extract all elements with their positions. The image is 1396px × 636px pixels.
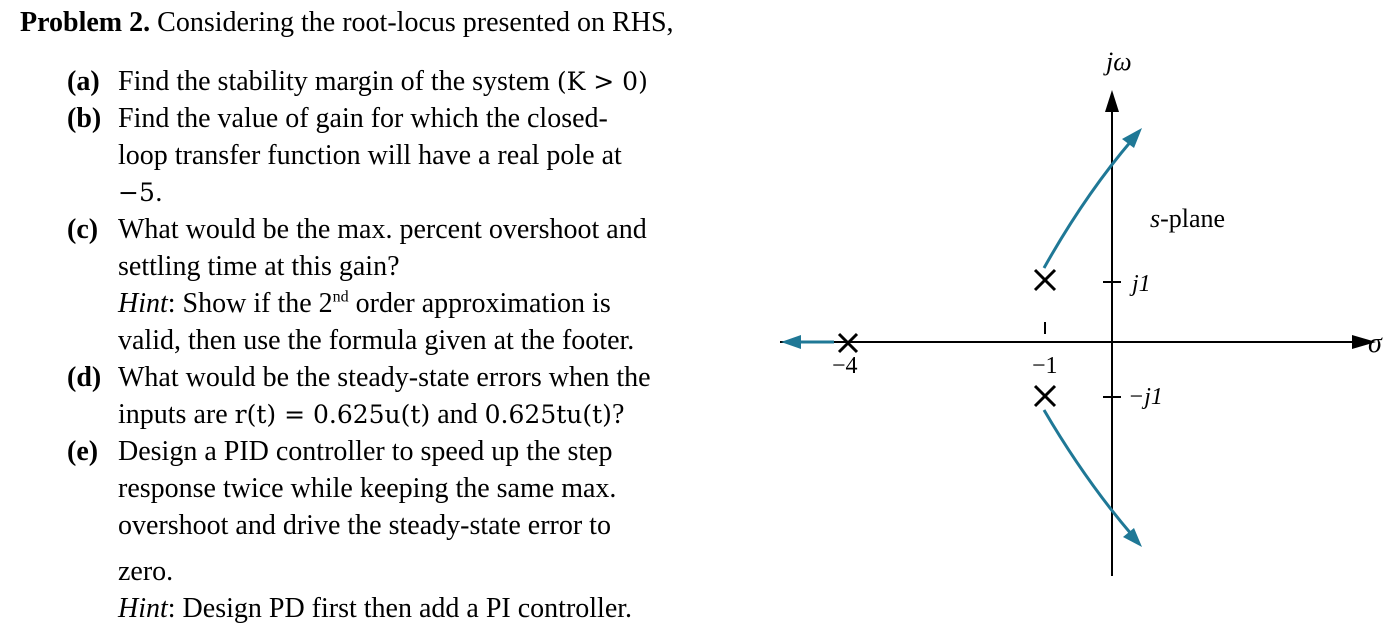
- label-neg1: −1: [1032, 353, 1058, 379]
- locus-upper-arrow-icon: [1122, 128, 1142, 148]
- question-c-hint-pre: : Show if the 2: [167, 288, 333, 319]
- pole-upper-icon: [1035, 270, 1055, 290]
- question-e-hint-text: : Design PD first then add a PI controller.: [167, 593, 633, 624]
- question-b-tag: (b): [67, 103, 102, 134]
- imag-axis-label: jω: [1106, 47, 1132, 76]
- question-c-hint-label: Hint: [118, 288, 168, 319]
- label-neg4: −4: [832, 353, 858, 379]
- problem-label: Problem 2.: [20, 7, 151, 38]
- question-c-tag: (c): [67, 214, 99, 245]
- question-e-tag: (e): [67, 436, 99, 467]
- s-plane-suffix: -plane: [1160, 204, 1226, 233]
- question-e-line1: Design a PID controller to speed up the step: [118, 436, 613, 467]
- question-c-line1: What would be the max. percent overshoot and: [118, 214, 647, 245]
- question-a-text: Find the stability margin of the system: [118, 66, 550, 97]
- question-a-tag: (a): [67, 66, 100, 97]
- locus-real-arrow-icon: [781, 335, 801, 349]
- question-e-hint-label: Hint: [118, 593, 168, 624]
- question-c-hint-post: order approximation is: [348, 288, 611, 319]
- question-d-tag: (d): [67, 362, 102, 393]
- question-d-line2-pre: inputs are: [118, 399, 235, 430]
- question-c-line2: settling time at this gain?: [118, 251, 400, 282]
- question-b-line2: loop transfer function will have a real pole at: [118, 140, 622, 171]
- question-c-hint-line2: valid, then use the formula given at the footer.: [118, 325, 635, 356]
- question-b-line1: Find the value of gain for which the closed-: [118, 103, 608, 134]
- locus-lower-arrow-icon: [1123, 528, 1142, 547]
- question-e-line3: overshoot and drive the steady-state error to: [118, 510, 611, 541]
- label-j1: j1: [1132, 271, 1151, 297]
- locus-branch-upper: [1044, 140, 1132, 268]
- question-d-end: ?: [611, 399, 625, 430]
- imag-axis-arrow-icon: [1105, 90, 1119, 112]
- question-b-line3: −5.: [118, 178, 163, 207]
- question-d-line1: What would be the steady-state errors when the: [118, 362, 651, 393]
- label-neg-j1: −j1: [1128, 384, 1163, 410]
- pole-lower-icon: [1035, 386, 1055, 406]
- question-d-and: and: [430, 399, 485, 430]
- question-d-math1: r(t) = 0.625u(t): [234, 400, 431, 429]
- locus-branch-lower: [1044, 410, 1132, 535]
- s-plane-label: s-plane: [1150, 204, 1226, 233]
- question-a-math: (K > 0): [556, 67, 648, 96]
- question-c-hint-sup: nd: [332, 288, 349, 306]
- question-e-line4: zero.: [118, 556, 174, 587]
- question-e-line2: response twice while keeping the same max.: [118, 473, 617, 504]
- question-d-math2: 0.625tu(t): [484, 400, 612, 429]
- real-axis-label: σ: [1368, 328, 1382, 359]
- problem-statement: Considering the root-locus presented on RHS,: [157, 7, 674, 38]
